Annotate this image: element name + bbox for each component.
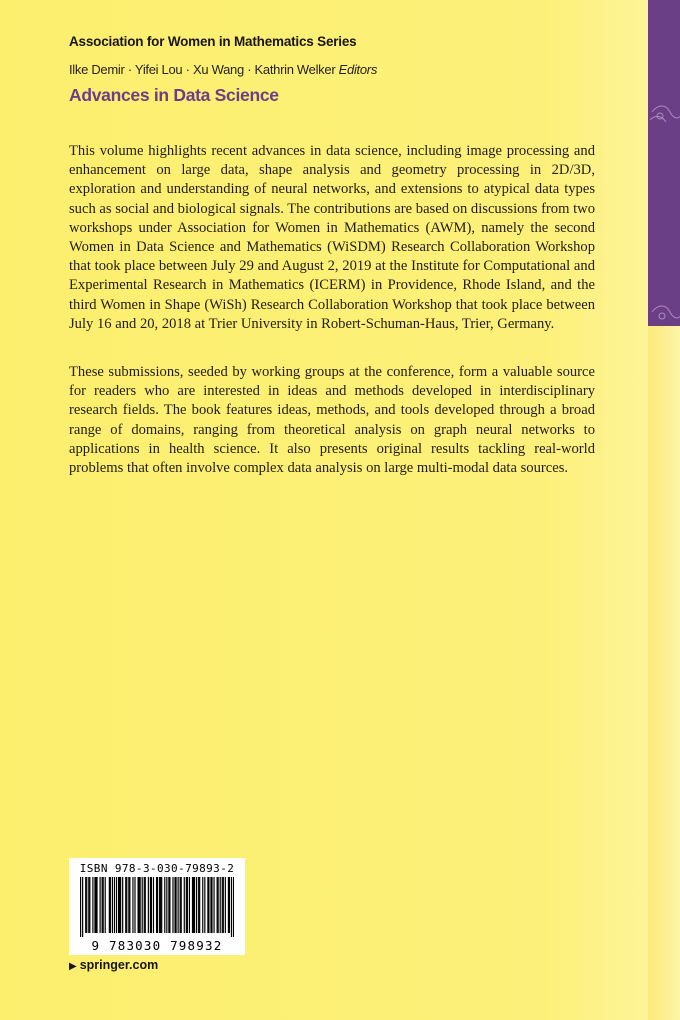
barcode-bar bbox=[125, 877, 126, 933]
barcode-bar bbox=[159, 877, 160, 933]
barcode-bar bbox=[161, 877, 162, 933]
barcode-bar bbox=[88, 877, 89, 933]
barcode-bar bbox=[85, 877, 86, 933]
barcode-bar bbox=[210, 877, 211, 933]
barcode-bar bbox=[175, 877, 176, 933]
barcode-bar bbox=[174, 877, 175, 933]
barcode-bar bbox=[128, 877, 129, 933]
barcode-bar bbox=[166, 877, 167, 933]
barcode-bar bbox=[196, 877, 197, 933]
barcode-bar bbox=[178, 877, 179, 933]
barcode-bars bbox=[80, 877, 234, 937]
barcode-bar bbox=[225, 877, 226, 933]
barcode-bar bbox=[198, 877, 199, 933]
barcode-bar bbox=[139, 877, 140, 933]
barcode-bar bbox=[132, 877, 133, 933]
barcode-bar bbox=[116, 877, 117, 933]
barcode-bar bbox=[156, 877, 157, 933]
barcode-bar bbox=[211, 877, 212, 933]
barcode-bar bbox=[189, 877, 190, 933]
barcode-bar bbox=[153, 877, 154, 933]
barcode-bar bbox=[160, 877, 161, 933]
barcode-bar bbox=[105, 877, 106, 933]
barcode-bar bbox=[142, 877, 143, 933]
editors-role: Editors bbox=[338, 62, 378, 77]
series-name: Association for Women in Mathematics Series bbox=[69, 34, 357, 49]
barcode-bar bbox=[193, 877, 194, 933]
barcode-bar bbox=[80, 877, 81, 937]
publisher-link[interactable] bbox=[69, 958, 158, 972]
barcode-bar bbox=[229, 877, 230, 933]
barcode-bar bbox=[103, 877, 104, 933]
barcode-bar bbox=[202, 877, 203, 933]
editors-line bbox=[69, 62, 629, 77]
barcode-bar bbox=[94, 877, 95, 933]
barcode-bar bbox=[122, 877, 123, 933]
barcode-bar bbox=[194, 877, 195, 933]
barcode-bar bbox=[187, 877, 188, 933]
barcode-bar bbox=[140, 877, 141, 933]
triangle-right-icon: ▶ bbox=[69, 961, 77, 972]
description-paragraph-2: These submissions, seeded by working groups at the conference, form a valuable source for readers who are interested in ideas and methods developed in interdisciplinary research fields. The book features ideas, methods, and tools developed through a broad range of domains, ranging from theoretical analysis on graph neural networks to applications in health science. It also presents original results tackling real-world problems that often involve complex data analysis on large multi-modal data sources. bbox=[69, 364, 595, 477]
barcode-bar bbox=[192, 877, 193, 933]
barcode-bar bbox=[129, 877, 130, 933]
barcode-bar bbox=[96, 877, 97, 933]
isbn-label: ISBN 978-3-030-79893-2 bbox=[79, 862, 235, 875]
barcode-bar bbox=[184, 877, 185, 933]
barcode-bar bbox=[213, 877, 214, 933]
barcode-bar bbox=[112, 877, 113, 933]
barcode-bar bbox=[231, 877, 232, 937]
barcode-bar bbox=[208, 877, 209, 933]
barcode-bar bbox=[164, 877, 165, 933]
barcode-bar bbox=[199, 877, 200, 933]
barcode-bar bbox=[218, 877, 219, 933]
barcode-bar bbox=[120, 877, 121, 933]
barcode-bar bbox=[145, 877, 146, 933]
barcode-bar bbox=[102, 877, 103, 933]
barcode-bar bbox=[95, 877, 96, 933]
barcode-bar bbox=[168, 877, 169, 933]
publisher-url: springer.com bbox=[79, 958, 159, 972]
barcode-bar bbox=[186, 877, 187, 933]
barcode-bar bbox=[151, 877, 152, 933]
barcode-bar bbox=[207, 877, 208, 933]
barcode-bar bbox=[181, 877, 182, 933]
barcode-bar bbox=[157, 877, 158, 933]
barcode-bar bbox=[148, 877, 149, 933]
description-paragraph-1: This volume highlights recent advances in data science, including image processing and enhancement on large data, shape analysis and geometry processing in 2D/3D, exploration and understanding of neural networks, and extensions to atypical data types such as social and biological signals. The contributions are based on discussions from two workshops under Association for Women in Mathematics (AWM), namely the second Women in Data Science and Mathematics (WiSDM) Research Collaboration Workshop that took place between July 29 and August 2, 2019 at the Institute for Computational and Experimental Research in Mathematics (ICERM) in Providence, Rhode Island, and the third Women in Shape (WiSh) Research Collaboration Workshop that took place between July 16 and 20, 2018 at Trier University in Robert-Schuman-Haus, Trier, Germany. bbox=[69, 143, 595, 332]
barcode-bar bbox=[86, 877, 87, 933]
barcode-bar bbox=[172, 877, 173, 933]
barcode-bar bbox=[228, 877, 229, 933]
barcode-bar bbox=[134, 877, 135, 933]
barcode-bar bbox=[89, 877, 90, 933]
barcode-bar bbox=[223, 877, 224, 933]
ornament-icon bbox=[648, 0, 680, 326]
purple-decorative-band bbox=[648, 0, 680, 326]
barcode-bar bbox=[119, 877, 120, 933]
barcode-bar bbox=[217, 877, 218, 933]
barcode-bar bbox=[144, 877, 145, 933]
barcode-bar bbox=[114, 877, 115, 933]
barcode-bar bbox=[180, 877, 181, 933]
barcode-bar bbox=[126, 877, 127, 933]
barcode-bar bbox=[109, 877, 110, 933]
barcode-bar bbox=[137, 877, 138, 933]
barcode-bar bbox=[82, 877, 83, 937]
barcode-bar bbox=[169, 877, 170, 933]
isbn-barcode bbox=[69, 858, 245, 955]
barcode-bar bbox=[150, 877, 151, 933]
barcode-bar bbox=[220, 877, 221, 933]
book-title: Advances in Data Science bbox=[69, 85, 279, 105]
barcode-bar bbox=[204, 877, 205, 933]
barcode-bar bbox=[100, 877, 101, 933]
barcode-bar bbox=[92, 877, 93, 933]
barcode-bar bbox=[118, 877, 119, 933]
editor-names: Ilke Demir · Yifei Lou · Xu Wang · Kathrin Welker bbox=[69, 62, 336, 77]
barcode-bar bbox=[233, 877, 234, 937]
barcode-bar bbox=[110, 877, 111, 933]
ean-digits: 9 783030 798932 bbox=[91, 938, 223, 953]
barcode-bar bbox=[222, 877, 223, 933]
